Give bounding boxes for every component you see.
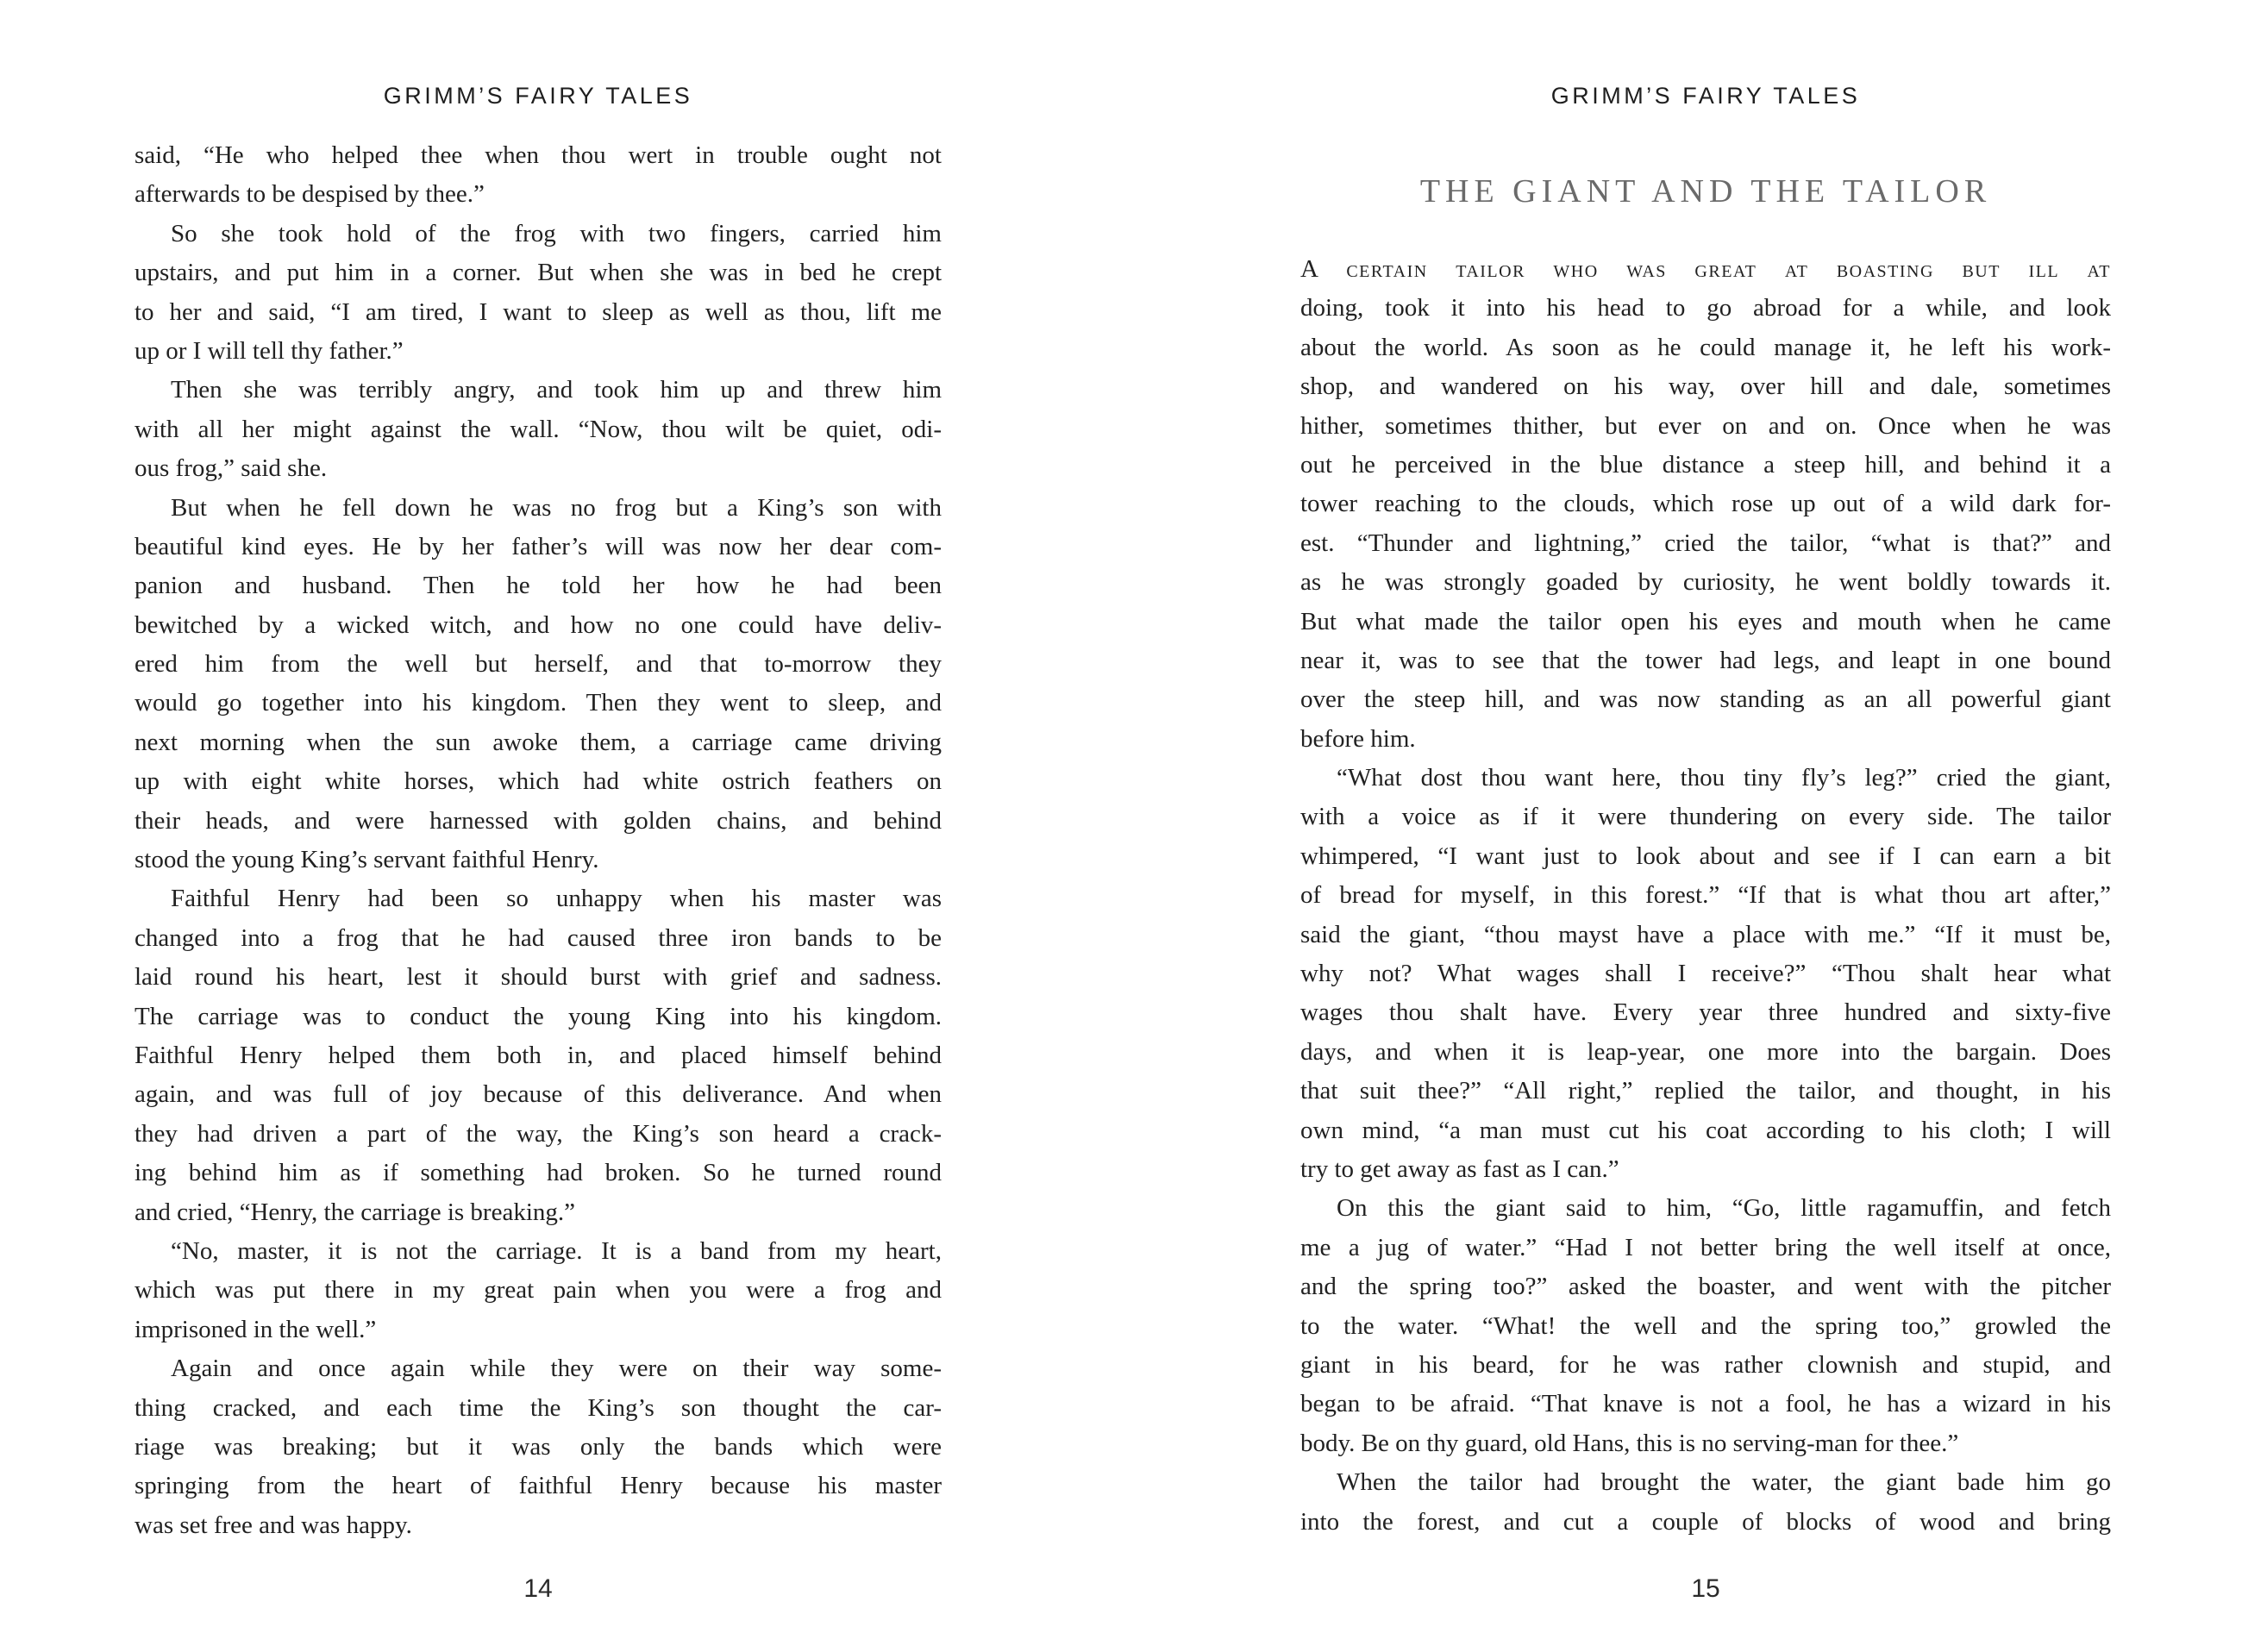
text-line: to the water. “What! the well and the spring too,” growled the	[1300, 1311, 2111, 1340]
page-number-left: 14	[523, 1574, 553, 1603]
text-line: was set free and was happy.	[135, 1511, 412, 1539]
text-line: ing behind him as if something had broken. So he turned round	[135, 1159, 942, 1187]
text-line: giant in his beard, for he was rather clownish and stupid, and	[1300, 1350, 2111, 1379]
page-body-left	[135, 136, 942, 1545]
page-body-right	[1300, 250, 2111, 1542]
text-line: shop, and wandered on his way, over hill and dale, sometimes	[1300, 372, 2111, 401]
paragraph	[1300, 1463, 2111, 1542]
paragraph	[135, 1232, 942, 1349]
text-line: out he perceived in the blue distance a steep hill, and behind it a	[1300, 450, 2111, 479]
text-line: beautiful kind eyes. He by her father’s will was now her dear com-	[135, 532, 942, 560]
text-line: that suit thee?” “All right,” replied the tailor, and thought, in his	[1300, 1077, 2111, 1105]
text-line: stood the young King’s servant faithful Henry.	[135, 846, 599, 874]
text-line: But when he fell down he was no frog but a King’s son with	[171, 493, 942, 522]
text-line: panion and husband. Then he told her how he had been	[135, 572, 942, 600]
text-line: again, and was full of joy because of this deliverance. And when	[135, 1080, 942, 1109]
text-line: wages thou shalt have. Every year three hundred and sixty-five	[1300, 998, 2111, 1027]
text-line: and cried, “Henry, the carriage is breaking.”	[135, 1198, 575, 1226]
text-line: springing from the heart of faithful Henry because his master	[135, 1472, 942, 1500]
text-line: imprisoned in the well.”	[135, 1315, 377, 1343]
text-line: whimpered, “I want just to look about and see if I can earn a bit	[1300, 842, 2111, 870]
text-line: would go together into his kingdom. Then they went to sleep, and	[135, 689, 942, 717]
text-line: But what made the tailor open his eyes and mouth when he came	[1300, 607, 2111, 635]
running-header-right: GRIMM’S FAIRY TALES	[1550, 83, 1861, 109]
text-line: began to be afraid. “That knave is not a fool, he has a wizard in his	[1300, 1390, 2111, 1418]
text-line: next morning when the sun awoke them, a carriage came driving	[135, 728, 942, 756]
text-line: their heads, and were harnessed with golden chains, and behind	[135, 806, 942, 835]
text-line: why not? What wages shall I receive?” “Thou shalt hear what	[1300, 960, 2111, 988]
paragraph	[1300, 250, 2111, 759]
text-line: said, “He who helped thee when thou wert in trouble ought not	[135, 141, 942, 169]
text-line: as he was strongly goaded by curiosity, he went boldly towards it.	[1300, 568, 2111, 597]
text-line: On this the giant said to him, “Go, little ragamuffin, and fetch	[1337, 1194, 2111, 1223]
paragraph	[1300, 759, 2111, 1189]
text-line: they had driven a part of the way, the King’s son heard a crack-	[135, 1119, 942, 1148]
paragraph	[135, 136, 942, 215]
page-left	[135, 0, 942, 1652]
text-line: said the giant, “thou mayst have a place with me.” “If it must be,	[1300, 920, 2111, 948]
text-line: over the steep hill, and was now standing as an all powerful giant	[1300, 685, 2111, 714]
text-line: ered him from the well but herself, and that to-morrow they	[135, 650, 942, 679]
text-line: riage was breaking; but it was only the bands which were	[135, 1432, 942, 1461]
text-line: The carriage was to conduct the young King into his kingdom.	[135, 1002, 942, 1030]
text-line: A certain tailor who was great at boasting but ill at	[1300, 255, 2111, 283]
text-line: thing cracked, and each time the King’s son thought the car-	[135, 1393, 942, 1422]
text-line: bewitched by a wicked witch, and how no one could have deliv-	[135, 610, 942, 639]
page-right	[1300, 0, 2111, 1652]
text-line: with all her might against the wall. “Now, thou wilt be quiet, odi-	[135, 415, 942, 443]
paragraph	[135, 489, 942, 880]
text-line: me a jug of water.” “Had I not better bring the well itself at once,	[1300, 1233, 2111, 1261]
paragraph	[1300, 1189, 2111, 1463]
text-line: body. Be on thy guard, old Hans, this is no serving-man for thee.”	[1300, 1429, 1959, 1457]
text-line: and the spring too?” asked the boaster, and went with the pitcher	[1300, 1273, 2111, 1301]
text-line: “No, master, it is not the carriage. It is a band from my heart,	[171, 1236, 942, 1265]
text-line: When the tailor had brought the water, the giant bade him go	[1337, 1468, 2111, 1497]
text-line: into the forest, and cut a couple of blocks of wood and bring	[1300, 1507, 2111, 1536]
text-line: with a voice as if it were thundering on every side. The tailor	[1300, 803, 2111, 831]
text-line: to her and said, “I am tired, I want to sleep as well as thou, lift me	[135, 297, 942, 326]
text-line: hither, sometimes thither, but ever on and on. Once when he was	[1300, 411, 2111, 440]
chapter-title: THE GIANT AND THE TAILOR	[1419, 173, 1992, 210]
text-line: changed into a frog that he had caused three iron bands to be	[135, 923, 942, 952]
text-line: which was put there in my great pain when you were a frog and	[135, 1276, 942, 1305]
text-line: laid round his heart, lest it should burst with grief and sadness.	[135, 963, 942, 992]
text-line: afterwards to be despised by thee.”	[135, 180, 485, 209]
text-line: of bread for myself, in this forest.” “If that is what thou art after,”	[1300, 881, 2111, 910]
text-line: Again and once again while they were on their way some-	[171, 1355, 942, 1383]
text-line: doing, took it into his head to go abroad for a while, and look	[1300, 294, 2111, 322]
text-line: Faithful Henry helped them both in, and placed himself behind	[135, 1041, 942, 1069]
text-line: up with eight white horses, which had white ostrich feathers on	[135, 767, 942, 796]
text-line: ous frog,” said she.	[135, 454, 328, 483]
text-line: days, and when it is leap-year, one more into the bargain. Does	[1300, 1037, 2111, 1066]
text-line: Faithful Henry had been so unhappy when his master was	[171, 885, 942, 913]
text-line: Then she was terribly angry, and took him up and threw him	[171, 376, 942, 404]
text-line: near it, was to see that the tower had legs, and leapt in one bound	[1300, 646, 2111, 674]
text-line: own mind, “a man must cut his coat according to his cloth; I will	[1300, 1116, 2111, 1144]
paragraph	[135, 215, 942, 372]
text-line: about the world. As soon as he could manage it, he left his work-	[1300, 333, 2111, 361]
text-line: tower reaching to the clouds, which rose up out of a wild dark for-	[1300, 490, 2111, 518]
paragraph	[135, 371, 942, 488]
text-line: before him.	[1300, 724, 1416, 753]
text-line: upstairs, and put him in a corner. But when she was in bed he crept	[135, 259, 942, 287]
text-line: est. “Thunder and lightning,” cried the tailor, “what is that?” and	[1300, 529, 2111, 557]
page-number-right: 15	[1691, 1574, 1720, 1603]
text-line: So she took hold of the frog with two fingers, carried him	[171, 219, 942, 247]
paragraph	[135, 879, 942, 1232]
paragraph	[135, 1349, 942, 1545]
text-line: “What dost thou want here, thou tiny fly’s leg?” cried the giant,	[1337, 764, 2111, 792]
text-line: try to get away as fast as I can.”	[1300, 1155, 1619, 1183]
text-line: up or I will tell thy father.”	[135, 336, 404, 365]
running-header-left: GRIMM’S FAIRY TALES	[383, 83, 693, 109]
